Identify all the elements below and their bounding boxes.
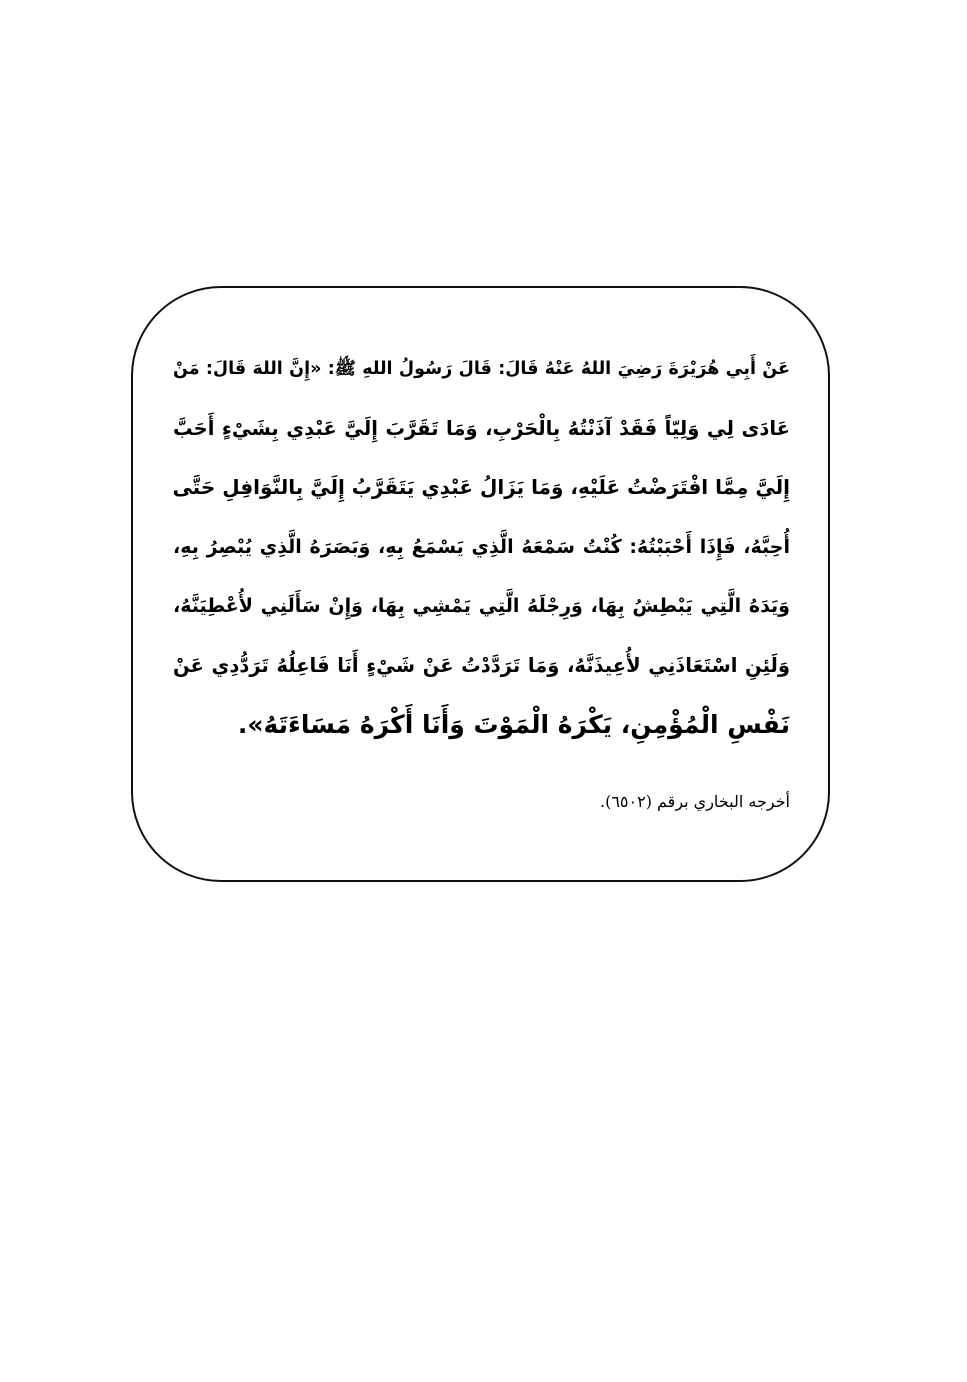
hadith-line-7: نَفْسِ الْمُؤْمِنِ، يَكْرَهُ الْمَوْتَ وَأَنَا أَكْرَهُ مَسَاءَتَهُ». (237, 710, 790, 740)
hadith-line-1: عَنْ أَبِي هُرَيْرَةَ رَضِيَ اللهُ عَنْهُ قَالَ: قَالَ رَسُولُ اللهِ ﷺ: «إِنَّ اللهَ قَالَ: مَنْ (173, 359, 790, 379)
source-reference: أخرجه البخاري برقم (٦٥٠٢). (599, 792, 790, 811)
hadith-text (173, 340, 790, 754)
hadith-line-4: أُحِبَّهُ، فَإِذَا أَحْبَبْتُهُ: كُنْتُ سَمْعَهُ الَّذِي يَسْمَعُ بِهِ، وَبَصَرَهُ الَّذِي يُبْصِرُ بِهِ، (173, 535, 790, 558)
hadith-line-6: وَلَئِنِ اسْتَعَاذَنِي لأُعِيذَنَّهُ، وَمَا تَرَدَّدْتُ عَنْ شَيْءٍ أَنَا فَاعِلُهُ تَرَدُّدِي عَنْ (173, 653, 790, 677)
hadith-line-3: إِلَيَّ مِمَّا افْتَرَضْتُ عَلَيْهِ، وَمَا يَزَالُ عَبْدِي يَتَقَرَّبُ إِلَيَّ بِالنَّوَافِلِ حَتَّى (172, 475, 790, 500)
hadith-line-2: عَادَى لِي وَلِيّاً فَقَدْ آذَنْتُهُ بِالْحَرْبِ، وَمَا تَقَرَّبَ إِلَيَّ عَبْدِي بِشَيْءٍ أَحَبَّ (173, 417, 790, 441)
hadith-line-5: وَيَدَهُ الَّتِي يَبْطِشُ بِهَا، وَرِجْلَهُ الَّتِي يَمْشِي بِهَا، وَإِنْ سَأَلَنِي لأُعْطِيَنَّهُ، (173, 594, 790, 617)
